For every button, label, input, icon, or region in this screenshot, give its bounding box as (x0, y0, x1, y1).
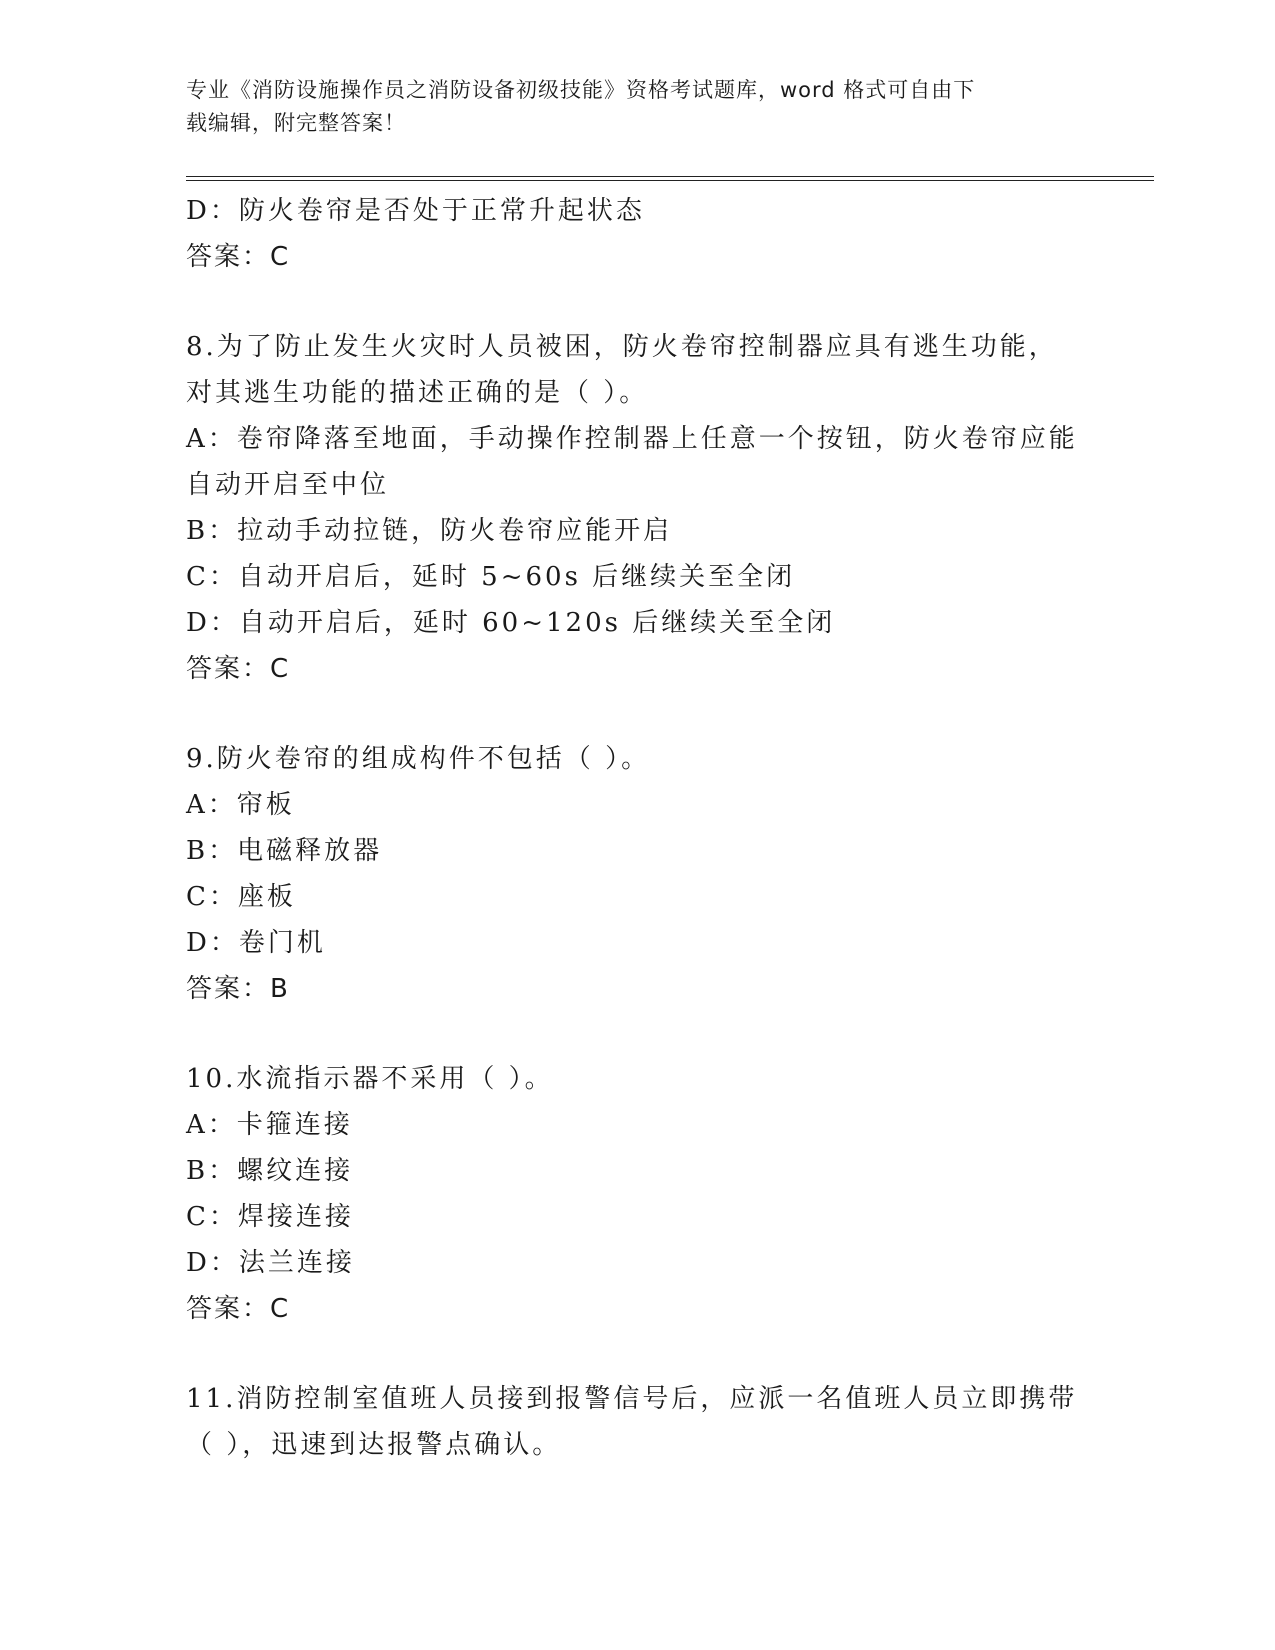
previous-question-tail (186, 188, 1086, 280)
header-title-line-2: 载编辑，附完整答案！ (186, 111, 406, 135)
question-stem: 9.防火卷帘的组成构件不包括（ ）。 (186, 744, 651, 774)
question-stem: 对其逃生功能的描述正确的是（ ）。 (186, 378, 649, 408)
question-stem: 8.为了防止发生火灾时人员被困，防火卷帘控制器应具有逃生功能， (186, 332, 1058, 362)
question-8 (186, 324, 1086, 692)
answer: 答案：C (186, 654, 291, 684)
option-d: D：自动开启后，延时 60~120s 后继续关至全闭 (186, 608, 836, 638)
option-b: B：拉动手动拉链，防火卷帘应能开启 (186, 516, 673, 546)
spacer (186, 1012, 1086, 1056)
question-11 (186, 1376, 1086, 1468)
document-body (186, 188, 1086, 1468)
option-b: B：螺纹连接 (186, 1156, 354, 1186)
spacer (186, 1332, 1086, 1376)
question-stem: 11.消防控制室值班人员接到报警信号后，应派一名值班人员立即携带 (186, 1384, 1078, 1414)
option-a: A：卷帘降落至地面，手动操作控制器上任意一个按钮，防火卷帘应能 (186, 424, 1078, 454)
header-divider (186, 176, 1154, 181)
answer: 答案：C (186, 242, 291, 272)
option-d: D：法兰连接 (186, 1248, 355, 1278)
option-a: A：卡箍连接 (186, 1110, 353, 1140)
question-9 (186, 736, 1086, 1012)
option-a: 自动开启至中位 (186, 470, 390, 500)
question-stem: 10.水流指示器不采用（ ）。 (186, 1064, 554, 1094)
option-b: B：电磁释放器 (186, 836, 383, 866)
option-c: C：焊接连接 (186, 1202, 354, 1232)
spacer (186, 280, 1086, 324)
question-10 (186, 1056, 1086, 1332)
option-d: D：卷门机 (186, 928, 326, 958)
answer: 答案：C (186, 1294, 291, 1324)
option-a: A：帘板 (186, 790, 295, 820)
spacer (186, 692, 1086, 736)
option-d: D：防火卷帘是否处于正常升起状态 (186, 196, 645, 226)
header-title-line-1: 专业《消防设施操作员之消防设备初级技能》资格考试题库，word 格式可自由下 (186, 78, 976, 102)
question-stem: （ ），迅速到达报警点确认。 (186, 1430, 562, 1460)
document-header (186, 74, 1086, 140)
option-c: C：自动开启后，延时 5~60s 后继续关至全闭 (186, 562, 796, 592)
option-c: C：座板 (186, 882, 296, 912)
answer: 答案：B (186, 974, 290, 1004)
